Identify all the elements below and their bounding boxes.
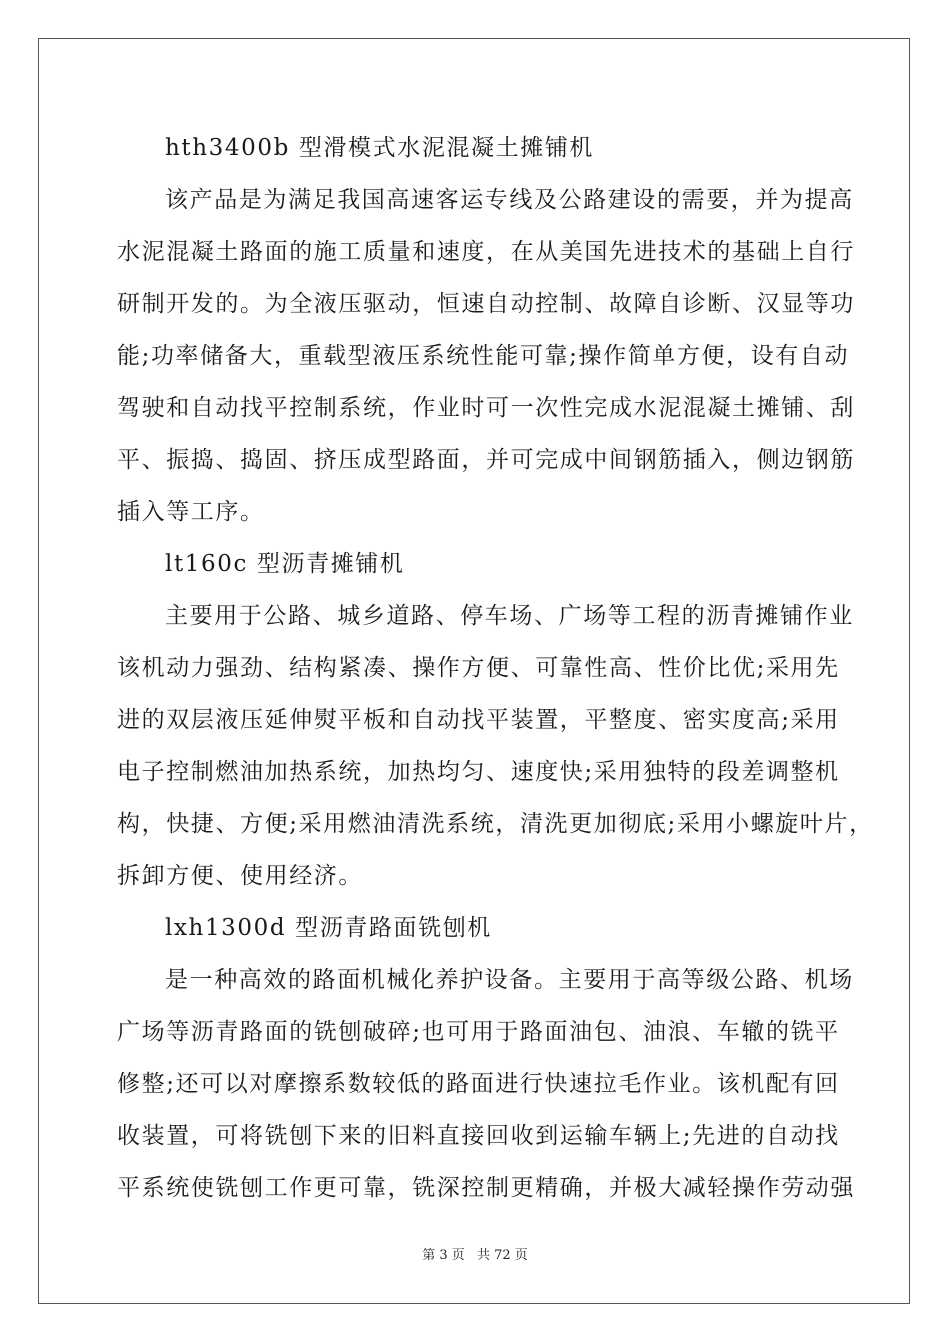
paragraph-line: 平、振捣、捣固、挤压成型路面，并可完成中间钢筋插入，侧边钢筋 — [117, 447, 855, 473]
paragraph-line: 电子控制燃油加热系统，加热均匀、速度快;采用独特的段差调整机 — [117, 759, 840, 785]
page-footer — [0, 1244, 950, 1263]
paragraph-line: 该产品是为满足我国高速客运专线及公路建设的需要，并为提高 — [165, 187, 854, 213]
paragraph-line: 拆卸方便、使用经济。 — [117, 863, 363, 889]
paragraph-line: lxh1300d 型沥青路面铣刨机 — [165, 915, 492, 941]
paragraph-line: 收装置，可将铣刨下来的旧料直接回收到运输车辆上;先进的自动找 — [117, 1123, 840, 1149]
paragraph-line: 进的双层液压延伸熨平板和自动找平装置，平整度、密实度高;采用 — [117, 707, 840, 733]
document-body — [117, 122, 874, 1214]
paragraph-line: 广场等沥青路面的铣刨破碎;也可用于路面油包、油浪、车辙的铣平 — [117, 1019, 840, 1045]
paragraph-line: 是一种高效的路面机械化养护设备。主要用于高等级公路、机场 — [165, 967, 854, 993]
paragraph-line: 主要用于公路、城乡道路、停车场、广场等工程的沥青摊铺作业 — [165, 603, 854, 629]
paragraph-line: 插入等工序。 — [117, 499, 265, 525]
page-number: 第 3 页 — [422, 1248, 465, 1263]
paragraph-line: 该机动力强劲、结构紧凑、操作方便、可靠性高、性价比优;采用先 — [117, 655, 840, 681]
paragraph-line: 能;功率储备大，重载型液压系统性能可靠;操作简单方便，设有自动 — [117, 343, 850, 369]
paragraph-line: lt160c 型沥青摊铺机 — [165, 551, 405, 577]
paragraph-line: 修整;还可以对摩擦系数较低的路面进行快速拉毛作业。该机配有回 — [117, 1071, 840, 1097]
paragraph-line: 平系统使铣刨工作更可靠，铣深控制更精确，并极大减轻操作劳动强 — [117, 1175, 855, 1201]
paragraph-line: 构，快捷、方便;采用燃油清洗系统，清洗更加彻底;采用小螺旋叶片， — [117, 811, 874, 837]
paragraph-line: 水泥混凝土路面的施工质量和速度，在从美国先进技术的基础上自行 — [117, 239, 855, 265]
paragraph-line: hth3400b 型滑模式水泥混凝土摊铺机 — [165, 135, 595, 161]
total-pages: 共 72 页 — [476, 1248, 528, 1263]
paragraph-line: 驾驶和自动找平控制系统，作业时可一次性完成水泥混凝土摊铺、刮 — [117, 395, 855, 421]
paragraph-line: 研制开发的。为全液压驱动，恒速自动控制、故障自诊断、汉显等功 — [117, 291, 855, 317]
